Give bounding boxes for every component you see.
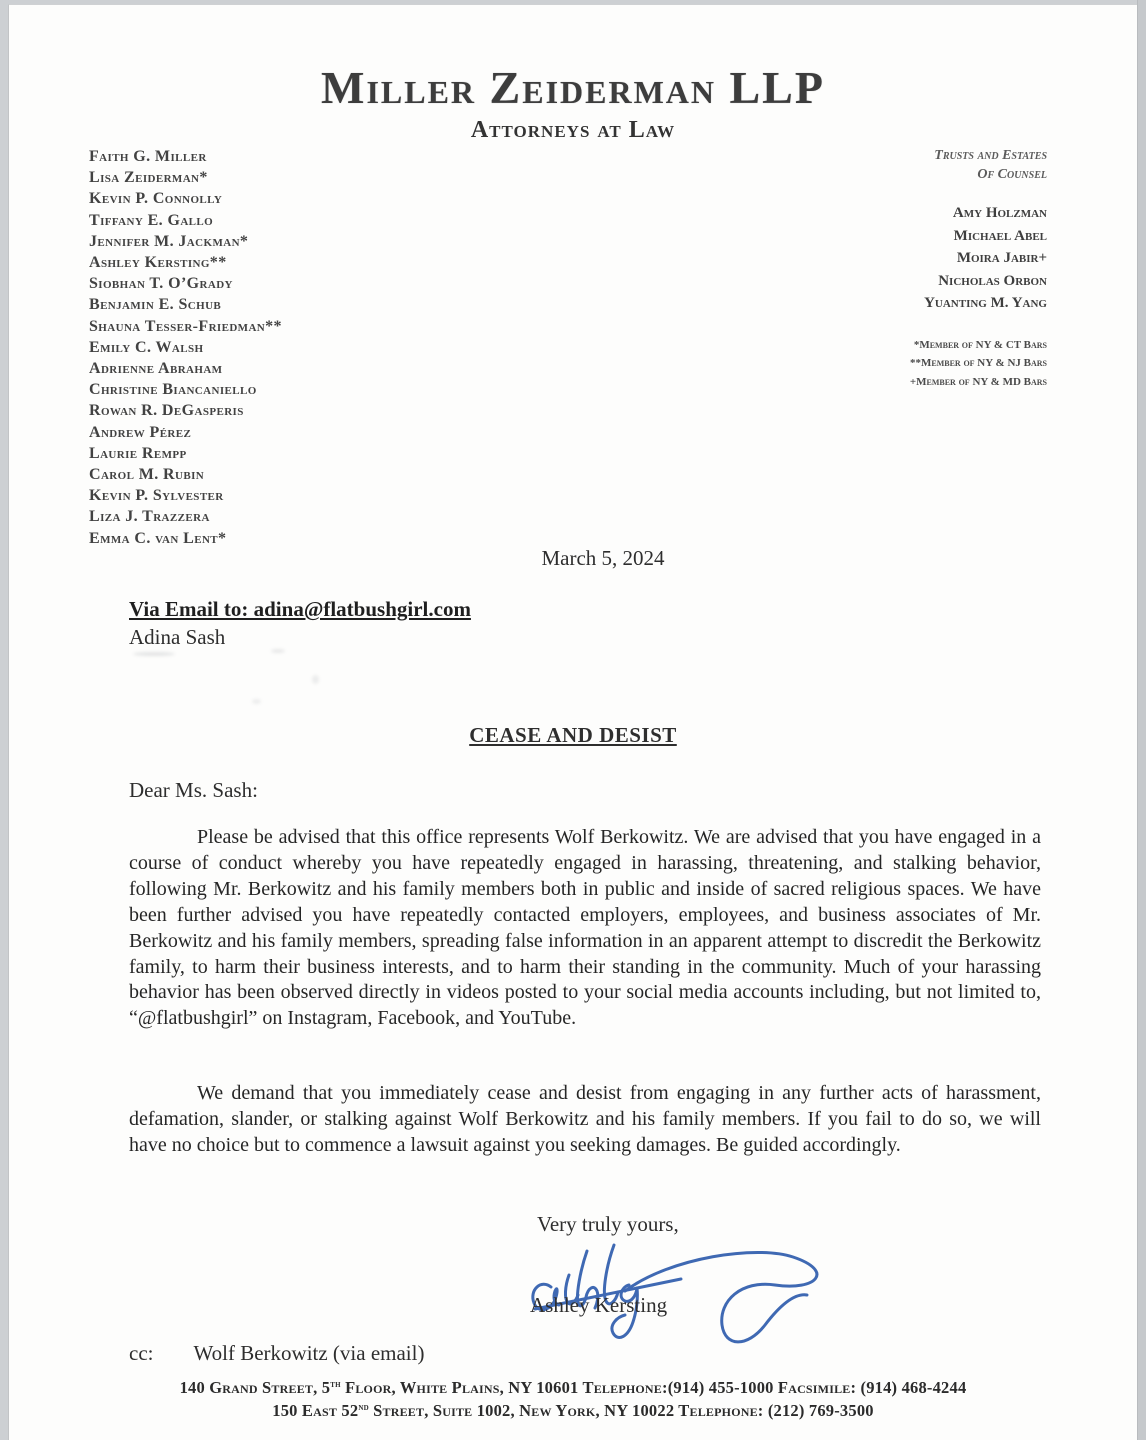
letter-page — [8, 4, 1137, 1440]
bar-note: *Member of NY & CT Bars — [913, 338, 1047, 351]
of-counsel-name: Michael Abel — [953, 227, 1047, 244]
footer-superscript: nd — [358, 1402, 369, 1413]
firm-tagline: Attorneys at Law — [470, 117, 676, 143]
cc-label: cc: — [129, 1341, 154, 1365]
bar-admission-notes — [910, 336, 1047, 392]
attorney-name: Christine Biancaniello — [89, 381, 257, 399]
attorney-name: Shauna Tesser-Friedman** — [89, 317, 282, 335]
attorney-name: Benjamin E. Schub — [89, 296, 222, 314]
attorney-list — [89, 146, 282, 549]
attorney-name: Siobhan T. O’Grady — [89, 275, 233, 293]
attorney-name: Jennifer M. Jackman* — [89, 232, 249, 250]
signature-ink-icon — [521, 1229, 851, 1351]
body-paragraph-1: Please be advised that this office represents Wolf Berkowitz. We are advised that you have engaged in a course of conduct whereby you have repeatedly engaged in harassing, threatening, and stalking behavior, following Mr. Berkowitz and his family members both in public and inside of sacred religious spaces. We have been further advised you have repeatedly contacted employers, employees, and business associates of Mr. Berkowitz and his family members, spreading false information in an apparent attempt to discredit the Berkowitz family, to harm their business interests, and to harm their standing in the community. Much of your harassing behavior has been observed directly in videos posted to your social media accounts including, but not limited to, “@flatbushgirl” on Instagram, Facebook, and YouTube. — [129, 826, 1041, 1030]
handwritten-signature — [521, 1229, 851, 1351]
signer-typed-name: Ashley Kersting — [530, 1293, 668, 1317]
attorney-name: Ashley Kersting** — [89, 254, 227, 272]
attorney-name: Emily C. Walsh — [89, 338, 204, 356]
attorney-name: Liza J. Trazzera — [89, 508, 210, 526]
scan-edge — [1137, 0, 1146, 1440]
bar-note: **Member of NY & NJ Bars — [909, 357, 1047, 369]
cc-value: Wolf Berkowitz (via email) — [193, 1341, 425, 1365]
footer-address-line-1 — [9, 1378, 1137, 1398]
practice-header — [910, 146, 1047, 184]
of-counsel-name: Yuanting M. Yang — [924, 295, 1047, 311]
attorney-name: Faith G. Miller — [89, 148, 207, 165]
attorney-name: Kevin P. Sylvester — [89, 487, 224, 505]
via-email-line: Via Email to: adina@flatbushgirl.com — [129, 597, 471, 621]
footer-text: Floor, White Plains, NY 10601 Telephone:(914) 455-1000 Facsimile: (914) 468-4244 — [340, 1378, 967, 1397]
of-counsel-list — [910, 202, 1047, 315]
practice-header-line: Of Counsel — [977, 167, 1047, 182]
footer-text: Street, Suite 1002, New York, NY 10022 Telephone: (212) 769-3500 — [368, 1401, 874, 1420]
attorney-name: Rowan R. DeGasperis — [89, 402, 244, 420]
closing-phrase: Very truly yours, — [537, 1212, 679, 1236]
attorney-name: Emma C. van Lent* — [89, 529, 227, 547]
recipient-name: Adina Sash — [129, 625, 226, 649]
scan-smudge — [133, 652, 175, 656]
attorney-name: Lisa Zeiderman* — [89, 169, 208, 187]
practice-header-line: Trusts and Estates — [934, 148, 1047, 163]
body-paragraph-2: We demand that you immediately cease and desist from engaging in any further acts of harassment, defamation, slander, or stalking against Wolf Berkowitz and his family members. If you fail to do so, we will have no choice but to commence a lawsuit against you seeking damages. Be guided accordingly. — [129, 1082, 1041, 1156]
scan-smudge — [271, 649, 285, 653]
footer-text: 150 East 52 — [272, 1401, 359, 1420]
attorney-name: Laurie Rempp — [89, 444, 187, 462]
attorney-name: Tiffany E. Gallo — [89, 211, 214, 229]
scan-smudge — [312, 675, 319, 684]
attorney-name: Carol M. Rubin — [89, 466, 205, 484]
of-counsel-name: Moira Jabir+ — [956, 250, 1047, 266]
salutation: Dear Ms. Sash: — [129, 778, 258, 802]
subject-text: CEASE AND DESIST — [469, 723, 677, 747]
footer-address-line-2 — [9, 1401, 1137, 1421]
attorney-name: Adrienne Abraham — [89, 360, 223, 378]
bar-note: +Member of NY & MD Bars — [909, 375, 1047, 388]
of-counsel-name: Nicholas Orbon — [938, 272, 1047, 289]
of-counsel-name: Amy Holzman — [952, 205, 1047, 221]
of-counsel-column — [910, 146, 1047, 391]
subject-line — [9, 723, 1137, 748]
letter-date: March 5, 2024 — [541, 546, 665, 570]
attorney-name: Kevin P. Connolly — [89, 190, 223, 208]
scan-smudge — [252, 699, 261, 704]
firm-name: Miller Zeiderman LLP — [321, 62, 825, 113]
footer-text: 140 Grand Street, 5 — [179, 1378, 331, 1397]
cc-row — [129, 1341, 424, 1366]
footer-superscript: th — [330, 1379, 341, 1390]
attorney-name: Andrew Pérez — [89, 423, 192, 441]
